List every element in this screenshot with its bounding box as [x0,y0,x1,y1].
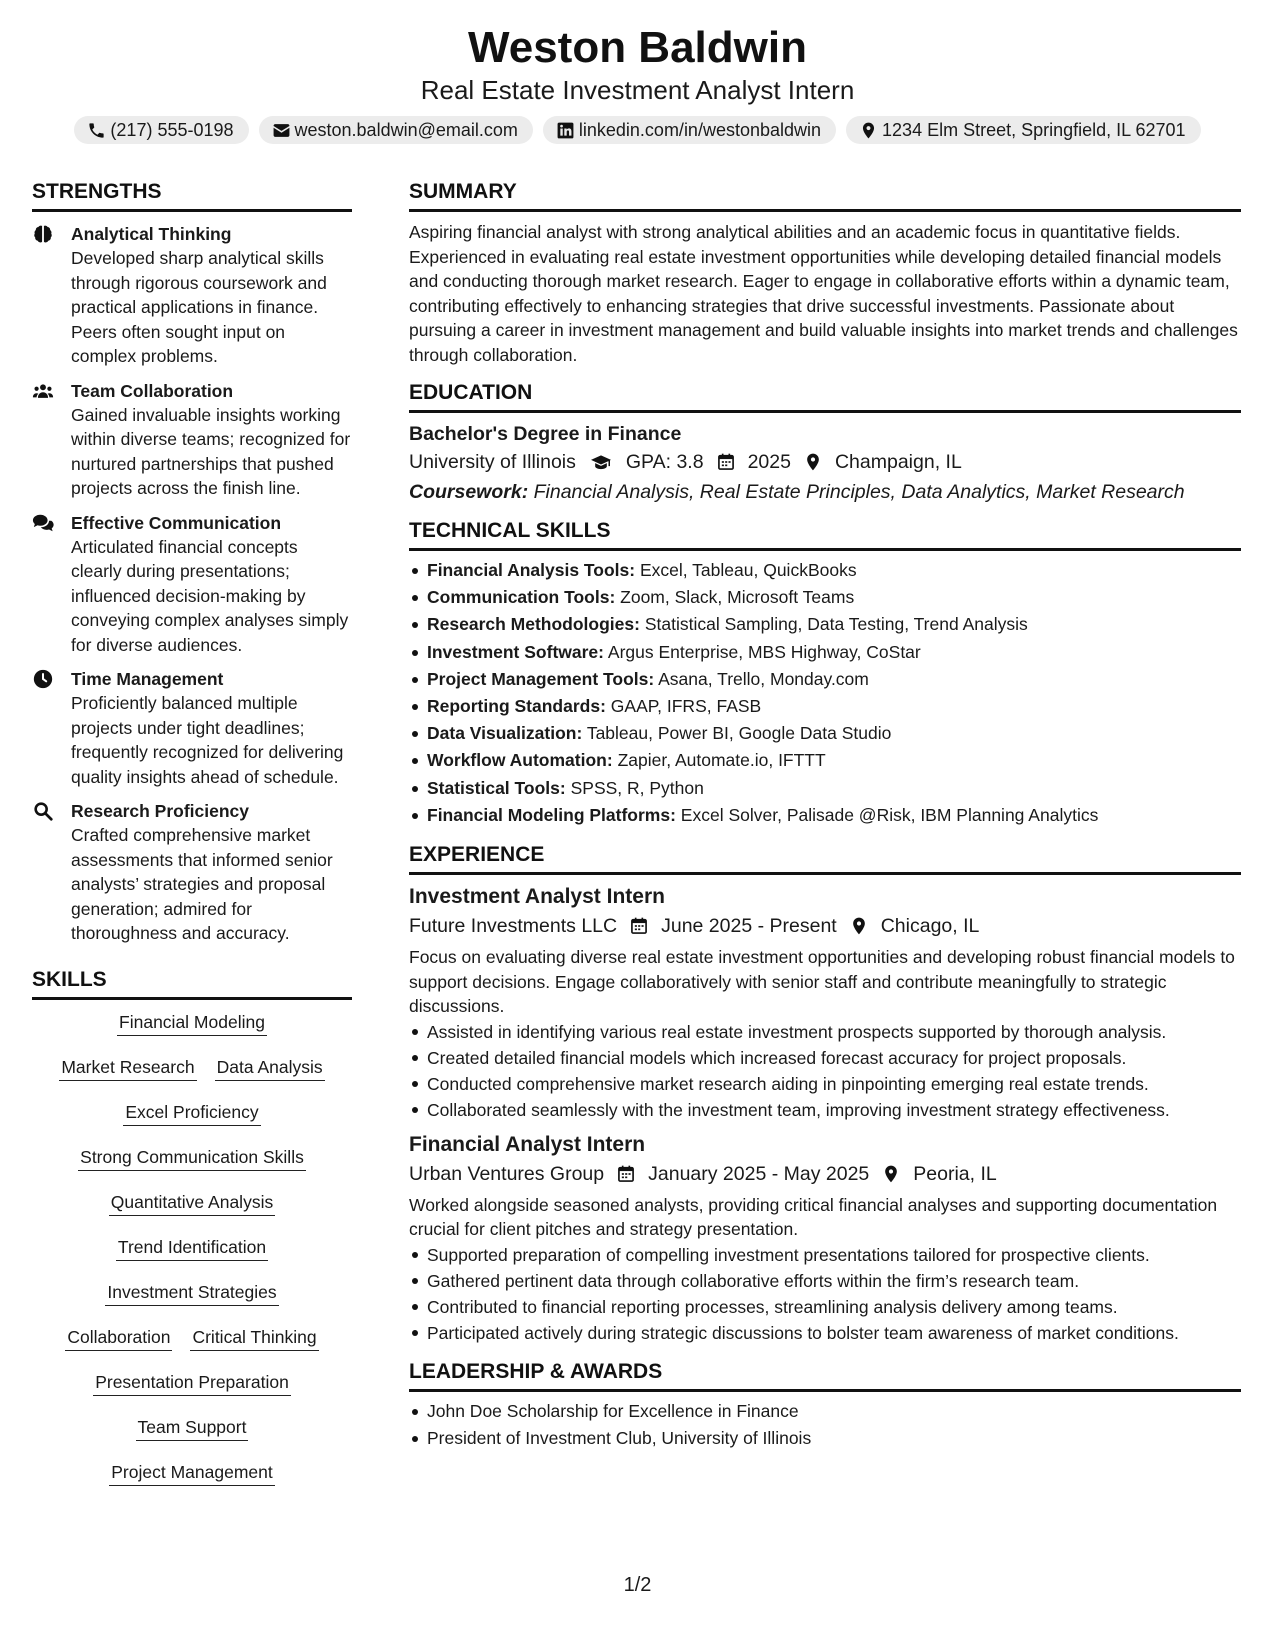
tech-skill-label: Reporting Standards: [427,696,606,717]
users-icon [32,380,54,402]
list-item [409,747,1241,774]
candidate-title: Real Estate Investment Analyst Intern [420,75,855,105]
list-item [409,557,1241,584]
strength-name: Research Proficiency [71,801,250,821]
list-item [409,611,1241,638]
job-description: Worked alongside seasoned analysts, providing critical financial analyses and supporting documentation crucial for client pitches and strategy presentation. [409,1194,1218,1240]
education-meta [409,447,1241,477]
strength-item [32,222,352,369]
tech-skill-label: Data Visualization: [427,723,583,744]
skill-tag: Investment Strategies [105,1280,278,1306]
skill-tag: Team Support [136,1415,249,1441]
strength-desc: Crafted comprehensive market assessments that informed senior analysts’ strategies and proposal generation; admired for thoroughness and accuracy. [71,825,333,943]
company-name: Future Investments LLC [409,915,618,938]
brain-icon [32,223,54,245]
coursework-list: Financial Analysis, Real Estate Principles, Data Analytics, Market Research [533,481,1185,503]
job-meta [409,1159,1241,1189]
contact-email-text: weston.baldwin@email.com [294,120,518,140]
job-bullets [409,1019,1241,1123]
linkedin-icon [556,121,575,140]
skill-tag: Quantitative Analysis [109,1190,275,1216]
tech-skill-value: Argus Enterprise, MBS Highway, CoStar [607,641,921,662]
list-item: Assisted in identifying various real estate investment prospects supported by thorough analysis. [409,1019,1241,1045]
job-title: Financial Analyst Intern [409,1132,646,1156]
page-number: 1/2 [623,1574,652,1596]
list-item: President of Investment Club, University of Illinois [409,1425,1241,1452]
skill-tag: Collaboration [65,1325,172,1351]
job-title: Investment Analyst Intern [409,885,665,909]
strength-name: Team Collaboration [71,380,234,401]
list-item [409,666,1241,693]
list-item [409,775,1241,802]
tech-skill-value: Zapier, Automate.io, IFTTT [617,750,826,771]
list-item [409,584,1241,611]
strength-item [32,799,352,946]
list-item [409,693,1241,720]
skill-tag: Project Management [109,1460,274,1486]
education-heading: EDUCATION [409,381,1241,413]
tech-skill-label: Investment Software: [427,641,604,662]
tech-skill-value: GAAP, IFRS, FASB [610,696,762,717]
strength-name: Effective Communication [71,512,282,533]
strength-desc: Articulated financial concepts clearly during presentations; influenced decision-making by conveying complex analyses simply for diverse audiences. [71,536,349,655]
strength-item [32,511,352,658]
list-item: Created detailed financial models which increased forecast accuracy for project proposals. [409,1045,1241,1071]
job-bullets [409,1242,1241,1346]
tech-skill-label: Communication Tools: [427,587,616,608]
list-item: Supported preparation of compelling investment presentations tailored for prospective clients. [409,1242,1241,1268]
map-pin-icon [803,452,823,472]
contact-phone-text: (217) 555-0198 [110,120,234,140]
list-item [409,639,1241,666]
gpa-value: GPA: 3.8 [625,451,704,473]
candidate-name: Weston Baldwin [468,23,807,72]
strength-desc: Developed sharp analytical skills through rigorous coursework and practical applications in finance. Peers often sought input on complex problems. [71,248,327,366]
strengths-heading: STRENGTHS [32,180,352,212]
job-dates: June 2025 - Present [661,915,837,938]
list-item: John Doe Scholarship for Excellence in Finance [409,1398,1241,1425]
contact-phone[interactable] [74,116,248,144]
technical-skills-heading: TECHNICAL SKILLS [409,519,1241,551]
calendar-icon [616,1164,636,1184]
job-location: Peoria, IL [913,1162,997,1185]
graduation-cap-icon [588,452,614,472]
tech-skill-value: Statistical Sampling, Data Testing, Trend Analysis [644,614,1028,635]
job-meta [409,911,1241,941]
strength-desc: Gained invaluable insights working within diverse teams; recognized for nurtured partnerships that pushed projects across the finish line. [71,404,351,498]
list-item [409,720,1241,747]
summary-text: Aspiring financial analyst with strong analytical abilities and an academic focus in quantitative fields. Experienced in evaluating real estate investment opportunities while developing detailed financial models and conducting thorough market research. Eager to engage in collaborative efforts within a dynamic team, contributing effectively to enhancing strategies that drive successful investments. Passionate about pursuing a career in investment management and build valuable insights into market trends and challenges through collaboration. [409,222,1238,365]
tech-skill-label: Project Management Tools: [427,668,655,689]
list-item: Gathered pertinent data through collaborative efforts within the firm’s research team. [409,1268,1241,1294]
phone-icon [87,121,106,140]
company-name: Urban Ventures Group [409,1162,605,1185]
contact-bar [0,116,1275,144]
right-column [409,180,1241,1452]
summary-heading: SUMMARY [409,180,1241,212]
skill-tag: Strong Communication Skills [78,1145,306,1171]
job-location: Chicago, IL [880,915,980,938]
contact-linkedin[interactable] [543,116,836,144]
calendar-icon [629,916,649,936]
tech-skill-label: Workflow Automation: [427,750,613,771]
skill-tag: Financial Modeling [117,1010,267,1036]
tech-skill-value: Tableau, Power BI, Google Data Studio [586,723,892,744]
contact-email[interactable] [259,116,533,144]
contact-linkedin-text: linkedin.com/in/westonbaldwin [578,120,822,140]
map-pin-icon [849,916,869,936]
job-dates: January 2025 - May 2025 [648,1162,870,1185]
graduation-year: 2025 [747,451,791,473]
tech-skill-label: Financial Analysis Tools: [427,560,636,580]
strength-desc: Proficiently balanced multiple projects under tight deadlines; frequently recognized for delivering quality insights ahead of schedule. [71,693,344,787]
contact-address-text: 1234 Elm Street, Springfield, IL 62701 [882,120,1186,140]
tech-skill-value: Excel Solver, Palisade @Risk, IBM Planning Analytics [680,804,1099,825]
tech-skill-value: Asana, Trello, Monday.com [658,668,869,689]
tech-skill-value: Excel, Tableau, QuickBooks [639,560,857,580]
leadership-list [409,1398,1241,1452]
job-description: Focus on evaluating diverse real estate investment opportunities and developing robust financial models to support decisions. Engage collaboratively with senior staff and contribute meaningfully to strategic discussions. [409,947,1235,1017]
technical-skills-list [409,557,1241,829]
skill-tag: Presentation Preparation [93,1370,291,1396]
skill-tag: Critical Thinking [190,1325,318,1351]
degree-title: Bachelor's Degree in Finance [409,423,682,445]
skill-tag: Excel Proficiency [123,1100,260,1126]
skill-tag: Data Analysis [215,1055,325,1081]
map-pin-icon [859,121,878,140]
resume-header [0,22,1275,144]
left-column [32,180,352,1505]
envelope-icon [272,121,291,140]
list-item [409,802,1241,829]
tech-skill-value: Zoom, Slack, Microsoft Teams [620,587,855,608]
list-item: Collaborated seamlessly with the investment team, improving investment strategy effectiveness. [409,1097,1241,1123]
map-pin-icon [881,1164,901,1184]
calendar-icon [716,452,736,472]
comments-icon [32,512,54,534]
clock-icon [32,668,54,690]
skill-tag: Trend Identification [116,1235,268,1261]
strength-name: Time Management [71,669,224,689]
strength-item [32,379,352,501]
tech-skill-value: SPSS, R, Python [570,777,704,798]
strength-item [32,667,352,789]
coursework-line [409,477,1241,507]
tech-skill-label: Statistical Tools: [427,777,566,798]
coursework-label: Coursework: [409,481,529,503]
experience-heading: EXPERIENCE [409,843,1241,875]
skills-list [32,1010,352,1505]
tech-skill-label: Financial Modeling Platforms: [427,804,676,825]
list-item: Contributed to financial reporting processes, streamlining analysis delivery among teams. [409,1294,1241,1320]
tech-skill-label: Research Methodologies: [427,614,640,635]
leadership-heading: LEADERSHIP & AWARDS [409,1360,1241,1392]
contact-address[interactable] [846,116,1201,144]
list-item: Participated actively during strategic discussions to bolster team awareness of market conditions. [409,1320,1241,1346]
skills-heading: SKILLS [32,968,352,1000]
list-item: Conducted comprehensive market research aiding in pinpointing emerging real estate trends. [409,1071,1241,1097]
school-location: Champaign, IL [834,451,962,473]
school-name: University of Illinois [409,451,576,473]
skill-tag: Market Research [59,1055,196,1081]
strength-name: Analytical Thinking [71,224,232,244]
search-icon [32,800,54,822]
